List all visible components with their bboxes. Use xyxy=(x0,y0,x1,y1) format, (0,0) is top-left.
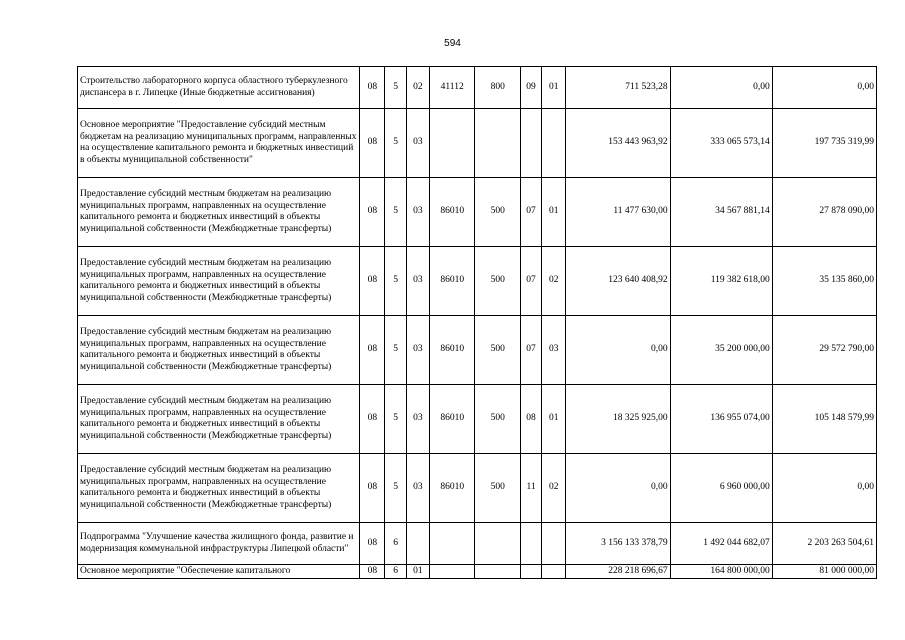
table-row xyxy=(78,109,877,178)
cell-name: Предоставление субсидий местным бюджетам на реализацию муниципальных программ, направленных на осуществление капитального ремонта и бюджетных инвестиций в объекты муниципальной собственности (Межбюджетные трансферты) xyxy=(78,316,360,385)
cell-code-3 xyxy=(406,523,429,565)
cell-code-2: 5 xyxy=(385,385,406,454)
cell-amount-1: 3 156 133 378,79 xyxy=(566,523,670,565)
cell-code-7: 01 xyxy=(542,178,566,247)
cell-amount-1: 123 640 408,92 xyxy=(566,247,670,316)
cell-amount-1: 711 523,28 xyxy=(566,67,670,109)
cell-amount-3: 2 203 263 504,61 xyxy=(772,523,876,565)
cell-code-1: 08 xyxy=(360,523,385,565)
cell-code-7: 02 xyxy=(542,247,566,316)
cell-amount-1: 153 443 963,92 xyxy=(566,109,670,178)
cell-code-2: 6 xyxy=(385,523,406,565)
cell-amount-2: 6 960 000,00 xyxy=(670,454,772,523)
cell-amount-3: 27 878 090,00 xyxy=(772,178,876,247)
cell-code-5 xyxy=(475,523,521,565)
table-row xyxy=(78,523,877,565)
cell-code-1: 08 xyxy=(360,178,385,247)
cell-amount-3: 0,00 xyxy=(772,67,876,109)
table-row xyxy=(78,247,877,316)
cell-amount-1: 228 218 696,67 xyxy=(566,565,670,579)
page-number: 594 xyxy=(444,38,461,49)
cell-name: Строительство лабораторного корпуса областного туберкулезного диспансера в г. Липецке (Иные бюджетные ассигнования) xyxy=(78,67,360,109)
cell-name: Предоставление субсидий местным бюджетам на реализацию муниципальных программ, направленных на осуществление капитального ремонта и бюджетных инвестиций в объекты муниципальной собственности (Межбюджетные трансферты) xyxy=(78,247,360,316)
cell-code-4: 86010 xyxy=(429,385,475,454)
cell-amount-2: 0,00 xyxy=(670,67,772,109)
cell-code-4: 86010 xyxy=(429,247,475,316)
cell-code-1: 08 xyxy=(360,109,385,178)
cell-code-6: 11 xyxy=(520,454,541,523)
cell-code-6: 07 xyxy=(520,316,541,385)
budget-table xyxy=(77,66,877,579)
cell-amount-1: 0,00 xyxy=(566,454,670,523)
cell-code-3: 03 xyxy=(406,385,429,454)
cell-code-5 xyxy=(475,565,521,579)
cell-name: Предоставление субсидий местным бюджетам на реализацию муниципальных программ, направленных на осуществление капитального ремонта и бюджетных инвестиций в объекты муниципальной собственности (Межбюджетные трансферты) xyxy=(78,178,360,247)
cell-code-5: 500 xyxy=(475,385,521,454)
cell-code-1: 08 xyxy=(360,67,385,109)
cell-code-6: 09 xyxy=(520,67,541,109)
cell-code-1: 08 xyxy=(360,454,385,523)
cell-amount-1: 11 477 630,00 xyxy=(566,178,670,247)
cell-code-3: 03 xyxy=(406,316,429,385)
cell-code-6 xyxy=(520,109,541,178)
cell-code-5: 800 xyxy=(475,67,521,109)
table-body xyxy=(78,67,877,579)
table-row xyxy=(78,178,877,247)
cell-amount-3: 35 135 860,00 xyxy=(772,247,876,316)
cell-amount-3: 29 572 790,00 xyxy=(772,316,876,385)
cell-code-2: 5 xyxy=(385,316,406,385)
cell-name: Основное мероприятие "Обеспечение капитального xyxy=(78,565,360,579)
cell-code-3: 02 xyxy=(406,67,429,109)
cell-amount-1: 0,00 xyxy=(566,316,670,385)
cell-amount-2: 333 065 573,14 xyxy=(670,109,772,178)
cell-amount-3: 0,00 xyxy=(772,454,876,523)
cell-code-3: 01 xyxy=(406,565,429,579)
cell-code-4: 86010 xyxy=(429,454,475,523)
cell-code-3: 03 xyxy=(406,109,429,178)
table-row xyxy=(78,385,877,454)
cell-amount-2: 119 382 618,00 xyxy=(670,247,772,316)
cell-amount-3: 197 735 319,99 xyxy=(772,109,876,178)
cell-code-6 xyxy=(520,565,541,579)
cell-code-4: 41112 xyxy=(429,67,475,109)
cell-code-3: 03 xyxy=(406,247,429,316)
cell-code-6: 07 xyxy=(520,247,541,316)
cell-code-2: 5 xyxy=(385,178,406,247)
cell-amount-1: 18 325 925,00 xyxy=(566,385,670,454)
table-row xyxy=(78,565,877,579)
cell-code-4 xyxy=(429,109,475,178)
cell-code-7: 03 xyxy=(542,316,566,385)
cell-code-3: 03 xyxy=(406,454,429,523)
cell-code-5: 500 xyxy=(475,178,521,247)
cell-code-7: 02 xyxy=(542,454,566,523)
table-row xyxy=(78,454,877,523)
cell-amount-2: 136 955 074,00 xyxy=(670,385,772,454)
cell-code-4: 86010 xyxy=(429,316,475,385)
cell-code-1: 08 xyxy=(360,316,385,385)
cell-code-6 xyxy=(520,523,541,565)
cell-code-1: 08 xyxy=(360,565,385,579)
cell-amount-2: 164 800 000,00 xyxy=(670,565,772,579)
cell-amount-3: 81 000 000,00 xyxy=(772,565,876,579)
cell-code-7 xyxy=(542,565,566,579)
cell-code-6: 07 xyxy=(520,178,541,247)
cell-code-4: 86010 xyxy=(429,178,475,247)
cell-amount-2: 35 200 000,00 xyxy=(670,316,772,385)
cell-code-2: 5 xyxy=(385,109,406,178)
cell-amount-2: 1 492 044 682,07 xyxy=(670,523,772,565)
cell-code-2: 6 xyxy=(385,565,406,579)
cell-name: Подпрограмма "Улучшение качества жилищного фонда, развитие и модернизация коммунальной инфраструктуры Липецкой области" xyxy=(78,523,360,565)
cell-code-7: 01 xyxy=(542,67,566,109)
cell-code-4 xyxy=(429,523,475,565)
cell-name: Предоставление субсидий местным бюджетам на реализацию муниципальных программ, направленных на осуществление капитального ремонта и бюджетных инвестиций в объекты муниципальной собственности (Межбюджетные трансферты) xyxy=(78,454,360,523)
cell-code-1: 08 xyxy=(360,247,385,316)
cell-code-5 xyxy=(475,109,521,178)
cell-code-2: 5 xyxy=(385,247,406,316)
cell-code-3: 03 xyxy=(406,178,429,247)
cell-code-6: 08 xyxy=(520,385,541,454)
cell-code-5: 500 xyxy=(475,316,521,385)
table-row xyxy=(78,67,877,109)
cell-code-2: 5 xyxy=(385,67,406,109)
cell-code-7 xyxy=(542,109,566,178)
cell-code-7 xyxy=(542,523,566,565)
cell-code-5: 500 xyxy=(475,247,521,316)
table-row xyxy=(78,316,877,385)
cell-amount-2: 34 567 881,14 xyxy=(670,178,772,247)
cell-amount-3: 105 148 579,99 xyxy=(772,385,876,454)
cell-code-2: 5 xyxy=(385,454,406,523)
cell-code-7: 01 xyxy=(542,385,566,454)
cell-code-4 xyxy=(429,565,475,579)
cell-name: Основное мероприятие "Предоставление субсидий местным бюджетам на реализацию муниципальных программ, направленных на осуществление капитального ремонта и бюджетных инвестиций в объекты муниципальной собственности" xyxy=(78,109,360,178)
cell-code-1: 08 xyxy=(360,385,385,454)
cell-code-5: 500 xyxy=(475,454,521,523)
cell-name: Предоставление субсидий местным бюджетам на реализацию муниципальных программ, направленных на осуществление капитального ремонта и бюджетных инвестиций в объекты муниципальной собственности (Межбюджетные трансферты) xyxy=(78,385,360,454)
